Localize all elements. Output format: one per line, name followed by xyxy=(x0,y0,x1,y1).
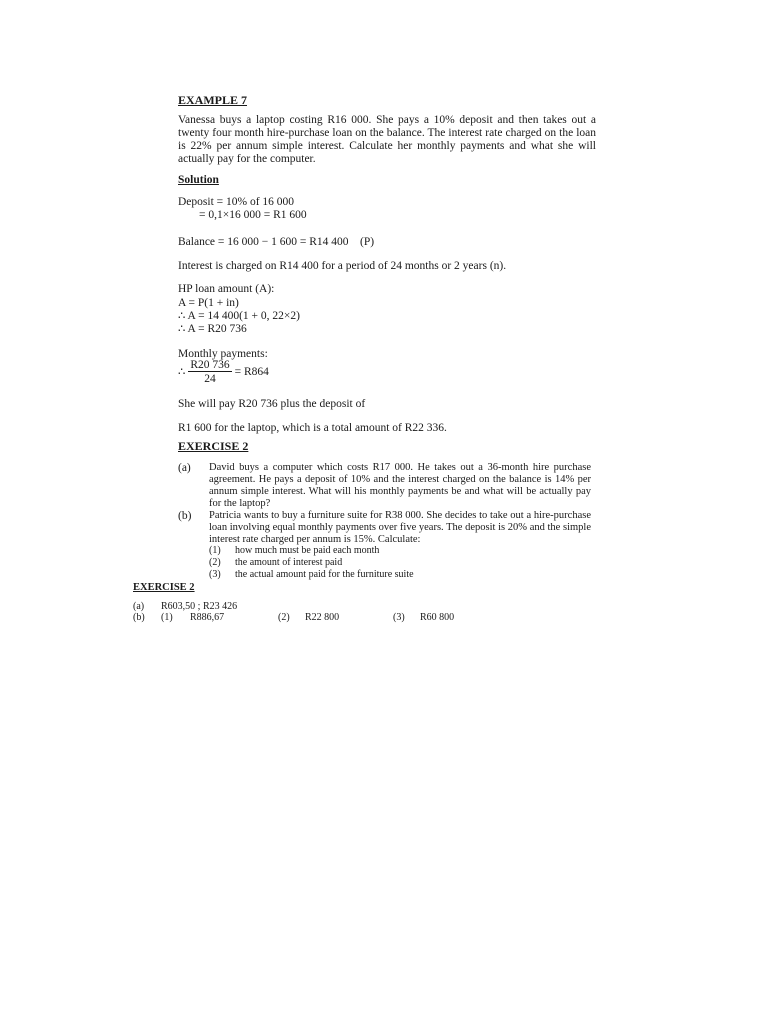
exercise-item-a-text: David buys a computer which costs R17 000. He takes out a 36-month hire purchase agreement. He pays a deposit of 10% and the interest charged on the balance is 14% per annum simple interest. What will his monthly payments be and what will be actually pay for the laptop? xyxy=(209,462,591,509)
answer-b3-label: (3) xyxy=(393,612,405,623)
subitem-1-text: how much must be paid each month xyxy=(235,545,380,556)
answer-b1-text: R886,67 xyxy=(190,612,225,623)
answer-b2-label: (2) xyxy=(278,612,290,623)
example-problem-text: Vanessa buys a laptop costing R16 000. She pays a 10% deposit and then takes out a twenty four month hire-purchase loan on the balance. The interest rate charged on the loan is 22% per annum simple interest. Calculate her monthly payments and what she will actually pay for the computer. xyxy=(178,114,596,165)
exercise-heading: EXERCISE 2 xyxy=(178,439,249,453)
fraction-numerator: R20 736 xyxy=(190,359,230,371)
subitem-1-label: (1) xyxy=(209,545,221,556)
subitem-3-text: the actual amount paid for the furniture suite xyxy=(235,569,414,580)
hp-loan-heading: HP loan amount (A): xyxy=(178,283,275,295)
fraction-denominator: 24 xyxy=(204,373,216,385)
monthly-result: = R864 xyxy=(234,365,269,378)
conclusion-line-1: She will pay R20 736 plus the deposit of xyxy=(178,398,366,410)
conclusion-line-2: R1 600 for the laptop, which is a total amount of R22 336. xyxy=(178,422,447,434)
subitem-2-text: the amount of interest paid xyxy=(235,557,343,568)
hp-formula-line: A = P(1 + in) xyxy=(178,297,239,309)
deposit-line-1: Deposit = 10% of 16 000 xyxy=(178,196,295,208)
interest-line: Interest is charged on R14 400 for a period of 24 months or 2 years (n). xyxy=(178,260,507,272)
answer-b3-text: R60 800 xyxy=(420,612,455,623)
example-heading: EXAMPLE 7 xyxy=(178,93,247,107)
balance-line: Balance = 16 000 − 1 600 = R14 400 (P) xyxy=(178,236,375,248)
exercise-item-b-text: Patricia wants to buy a furniture suite for R38 000. She decides to take out a hire-purchase loan involving equal monthly payments over five years. The deposit is 20% and the simple interest rate charged per annum is 15%. Calculate: xyxy=(209,510,591,545)
answer-a-text: R603,50 ; R23 426 xyxy=(161,601,238,612)
monthly-payments-heading: Monthly payments: xyxy=(178,348,268,360)
subitem-2-label: (2) xyxy=(209,557,221,568)
subitem-3-label: (3) xyxy=(209,569,221,580)
answer-a-label: (a) xyxy=(133,601,145,612)
answer-b2-text: R22 800 xyxy=(305,612,340,623)
monthly-fraction xyxy=(188,359,231,385)
solution-heading: Solution xyxy=(178,174,219,186)
therefore-symbol: ∴ xyxy=(178,365,186,378)
exercise-item-b-label: (b) xyxy=(178,510,192,522)
exercise-item-a-label: (a) xyxy=(178,462,191,474)
deposit-line-2: = 0,1×16 000 = R1 600 xyxy=(199,209,307,221)
answers-heading: EXERCISE 2 xyxy=(133,582,195,593)
answer-b1-label: (1) xyxy=(161,612,173,623)
hp-substitution-line: ∴ A = 14 400(1 + 0, 22×2) xyxy=(178,310,300,322)
monthly-payments-formula xyxy=(178,359,269,385)
hp-result-line: ∴ A = R20 736 xyxy=(178,323,247,335)
answer-b-label: (b) xyxy=(133,612,145,623)
